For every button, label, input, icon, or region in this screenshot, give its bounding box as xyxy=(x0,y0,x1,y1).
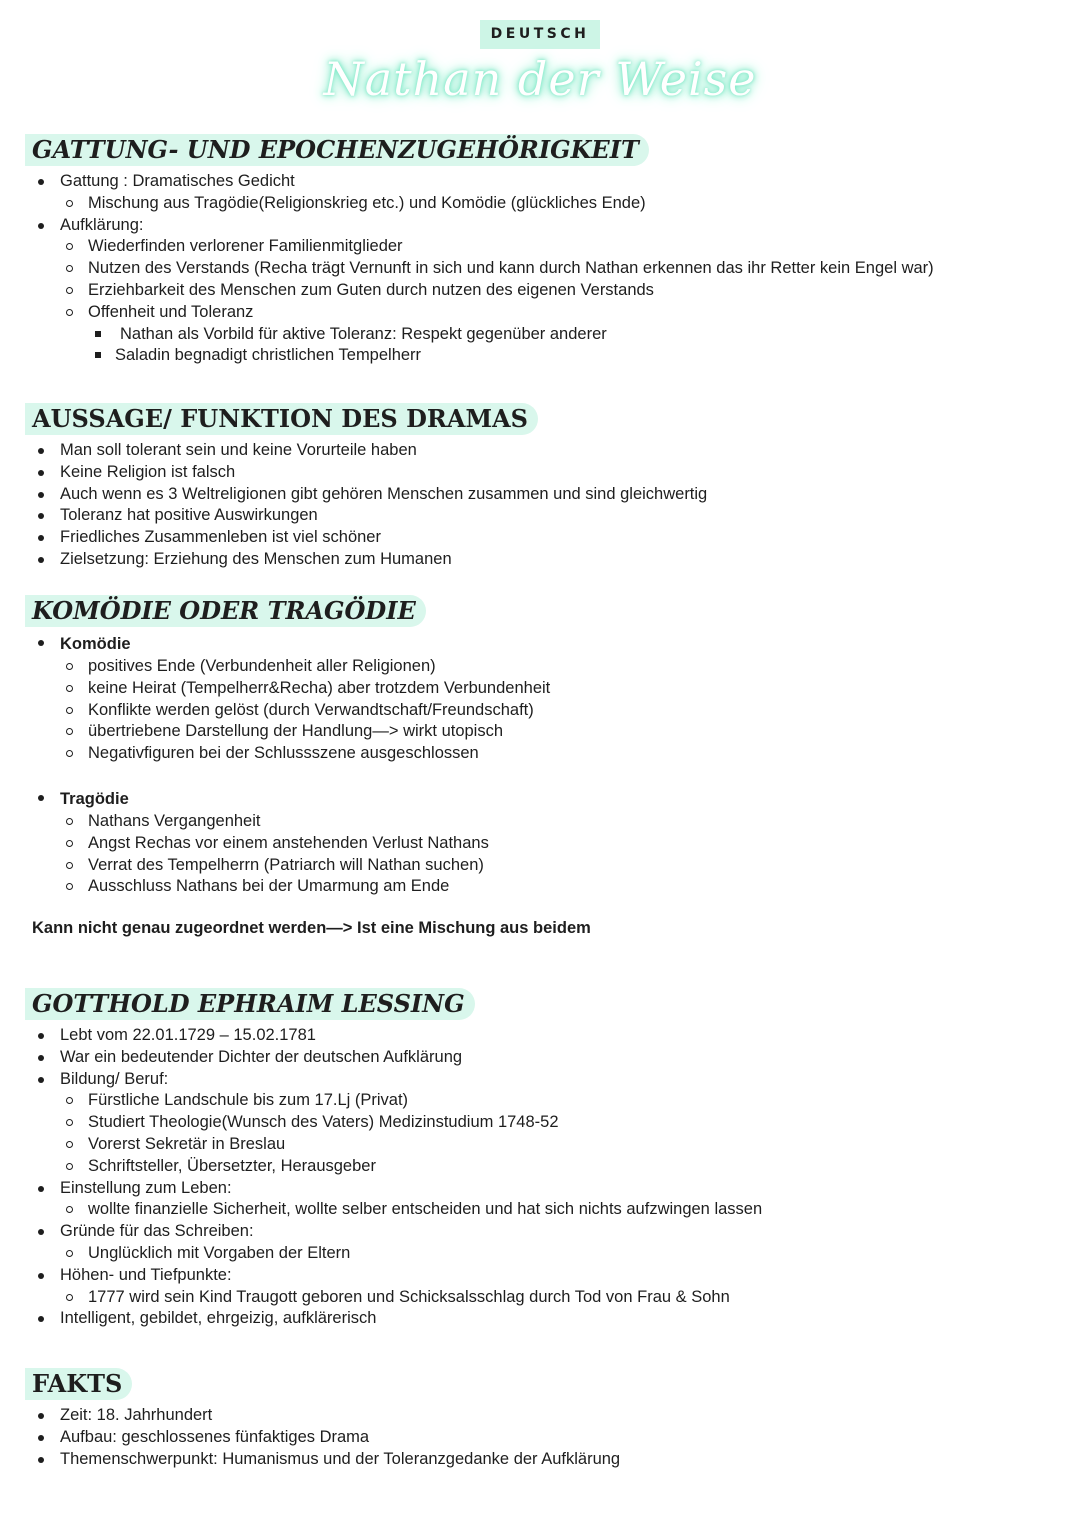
list-item: Schriftsteller, Übersetzter, Herausgeber xyxy=(0,1156,1080,1178)
list-item: Gründe für das Schreiben: xyxy=(0,1221,1080,1243)
list-item: Wiederfinden verlorener Familienmitglieder xyxy=(0,236,1080,258)
section-heading: FAKTS xyxy=(25,1368,132,1400)
aussage-list xyxy=(0,440,1080,571)
list-item: Man soll tolerant sein und keine Vorurteile haben xyxy=(0,440,1080,462)
section-komoedie xyxy=(0,595,1080,898)
list-item: Nathans Vergangenheit xyxy=(0,811,1080,833)
list-item: Friedliches Zusammenleben ist viel schöner xyxy=(0,527,1080,549)
list-item: Studiert Theologie(Wunsch des Vaters) Medizinstudium 1748-52 xyxy=(0,1112,1080,1134)
list-item: Fürstliche Landschule bis zum 17.Lj (Privat) xyxy=(0,1090,1080,1112)
list-item: Lebt vom 22.01.1729 – 15.02.1781 xyxy=(0,1025,1080,1047)
list-item: Tragödie xyxy=(0,787,1080,811)
list-item: Angst Rechas vor einem anstehenden Verlust Nathans xyxy=(0,833,1080,855)
subject-tag: DEUTSCH xyxy=(480,20,600,49)
komoedie-list xyxy=(0,632,1080,898)
page-title: Nathan der Weise xyxy=(323,52,757,106)
section-fakts xyxy=(0,1368,1080,1470)
list-item: Einstellung zum Leben: xyxy=(0,1178,1080,1200)
list-item: Zeit: 18. Jahrhundert xyxy=(0,1405,1080,1427)
list-item: Nutzen des Verstands (Recha trägt Vernunft in sich und kann durch Nathan erkennen das ihr Retter kein Engel war) xyxy=(0,258,1080,280)
section-lessing xyxy=(0,988,1080,1330)
list-item: Nathan als Vorbild für aktive Toleranz: Respekt gegenüber anderer xyxy=(0,324,1080,346)
section-gattung xyxy=(0,134,1080,367)
list-item: Offenheit und Toleranz xyxy=(0,302,1080,324)
list-item: positives Ende (Verbundenheit aller Religionen) xyxy=(0,656,1080,678)
list-item: Bildung/ Beruf: xyxy=(0,1069,1080,1091)
list-item: wollte finanzielle Sicherheit, wollte selber entscheiden und hat sich nichts aufzwingen lassen xyxy=(0,1199,1080,1221)
list-item: Verrat des Tempelherrn (Patriarch will Nathan suchen) xyxy=(0,855,1080,877)
list-item: Gattung : Dramatisches Gedicht xyxy=(0,171,1080,193)
list-item: Intelligent, gebildet, ehrgeizig, aufklärerisch xyxy=(0,1308,1080,1330)
list-item: Aufbau: geschlossenes fünfaktiges Drama xyxy=(0,1427,1080,1449)
fakts-list xyxy=(0,1405,1080,1470)
section-aussage xyxy=(0,403,1080,571)
list-item: Unglücklich mit Vorgaben der Eltern xyxy=(0,1243,1080,1265)
conclusion-text: Kann nicht genau zugeordnet werden—> Ist eine Mischung aus beidem xyxy=(32,919,591,937)
section-heading: KOMÖDIE ODER TRAGÖDIE xyxy=(25,595,426,627)
list-item: Mischung aus Tragödie(Religionskrieg etc.) und Komödie (glückliches Ende) xyxy=(0,193,1080,215)
list-item: Ausschluss Nathans bei der Umarmung am Ende xyxy=(0,876,1080,898)
section-heading: GATTUNG- UND EPOCHENZUGEHÖRIGKEIT xyxy=(25,134,649,166)
list-item: Zielsetzung: Erziehung des Menschen zum Humanen xyxy=(0,549,1080,571)
list-item: Negativfiguren bei der Schlussszene ausgeschlossen xyxy=(0,743,1080,765)
list-item: Themenschwerpunkt: Humanismus und der Toleranzgedanke der Aufklärung xyxy=(0,1449,1080,1471)
list-item: Auch wenn es 3 Weltreligionen gibt gehören Menschen zusammen und sind gleichwertig xyxy=(0,484,1080,506)
list-item: übertriebene Darstellung der Handlung—> wirkt utopisch xyxy=(0,721,1080,743)
list-item: Saladin begnadigt christlichen Tempelherr xyxy=(0,345,1080,367)
gattung-list xyxy=(0,171,1080,367)
list-item: Toleranz hat positive Auswirkungen xyxy=(0,505,1080,527)
list-item: Höhen- und Tiefpunkte: xyxy=(0,1265,1080,1287)
section-heading: GOTTHOLD EPHRAIM LESSING xyxy=(25,988,475,1020)
list-item: keine Heirat (Tempelherr&Recha) aber trotzdem Verbundenheit xyxy=(0,678,1080,700)
lessing-list xyxy=(0,1025,1080,1330)
section-heading: AUSSAGE/ FUNKTION DES DRAMAS xyxy=(25,403,538,435)
list-item: Keine Religion ist falsch xyxy=(0,462,1080,484)
list-item: War ein bedeutender Dichter der deutschen Aufklärung xyxy=(0,1047,1080,1069)
list-item: 1777 wird sein Kind Traugott geboren und Schicksalsschlag durch Tod von Frau & Sohn xyxy=(0,1287,1080,1309)
list-item: Erziehbarkeit des Menschen zum Guten durch nutzen des eigenen Verstands xyxy=(0,280,1080,302)
list-item: Konflikte werden gelöst (durch Verwandtschaft/Freundschaft) xyxy=(0,700,1080,722)
list-item: Komödie xyxy=(0,632,1080,656)
list-item: Vorerst Sekretär in Breslau xyxy=(0,1134,1080,1156)
list-item: Aufklärung: xyxy=(0,215,1080,237)
